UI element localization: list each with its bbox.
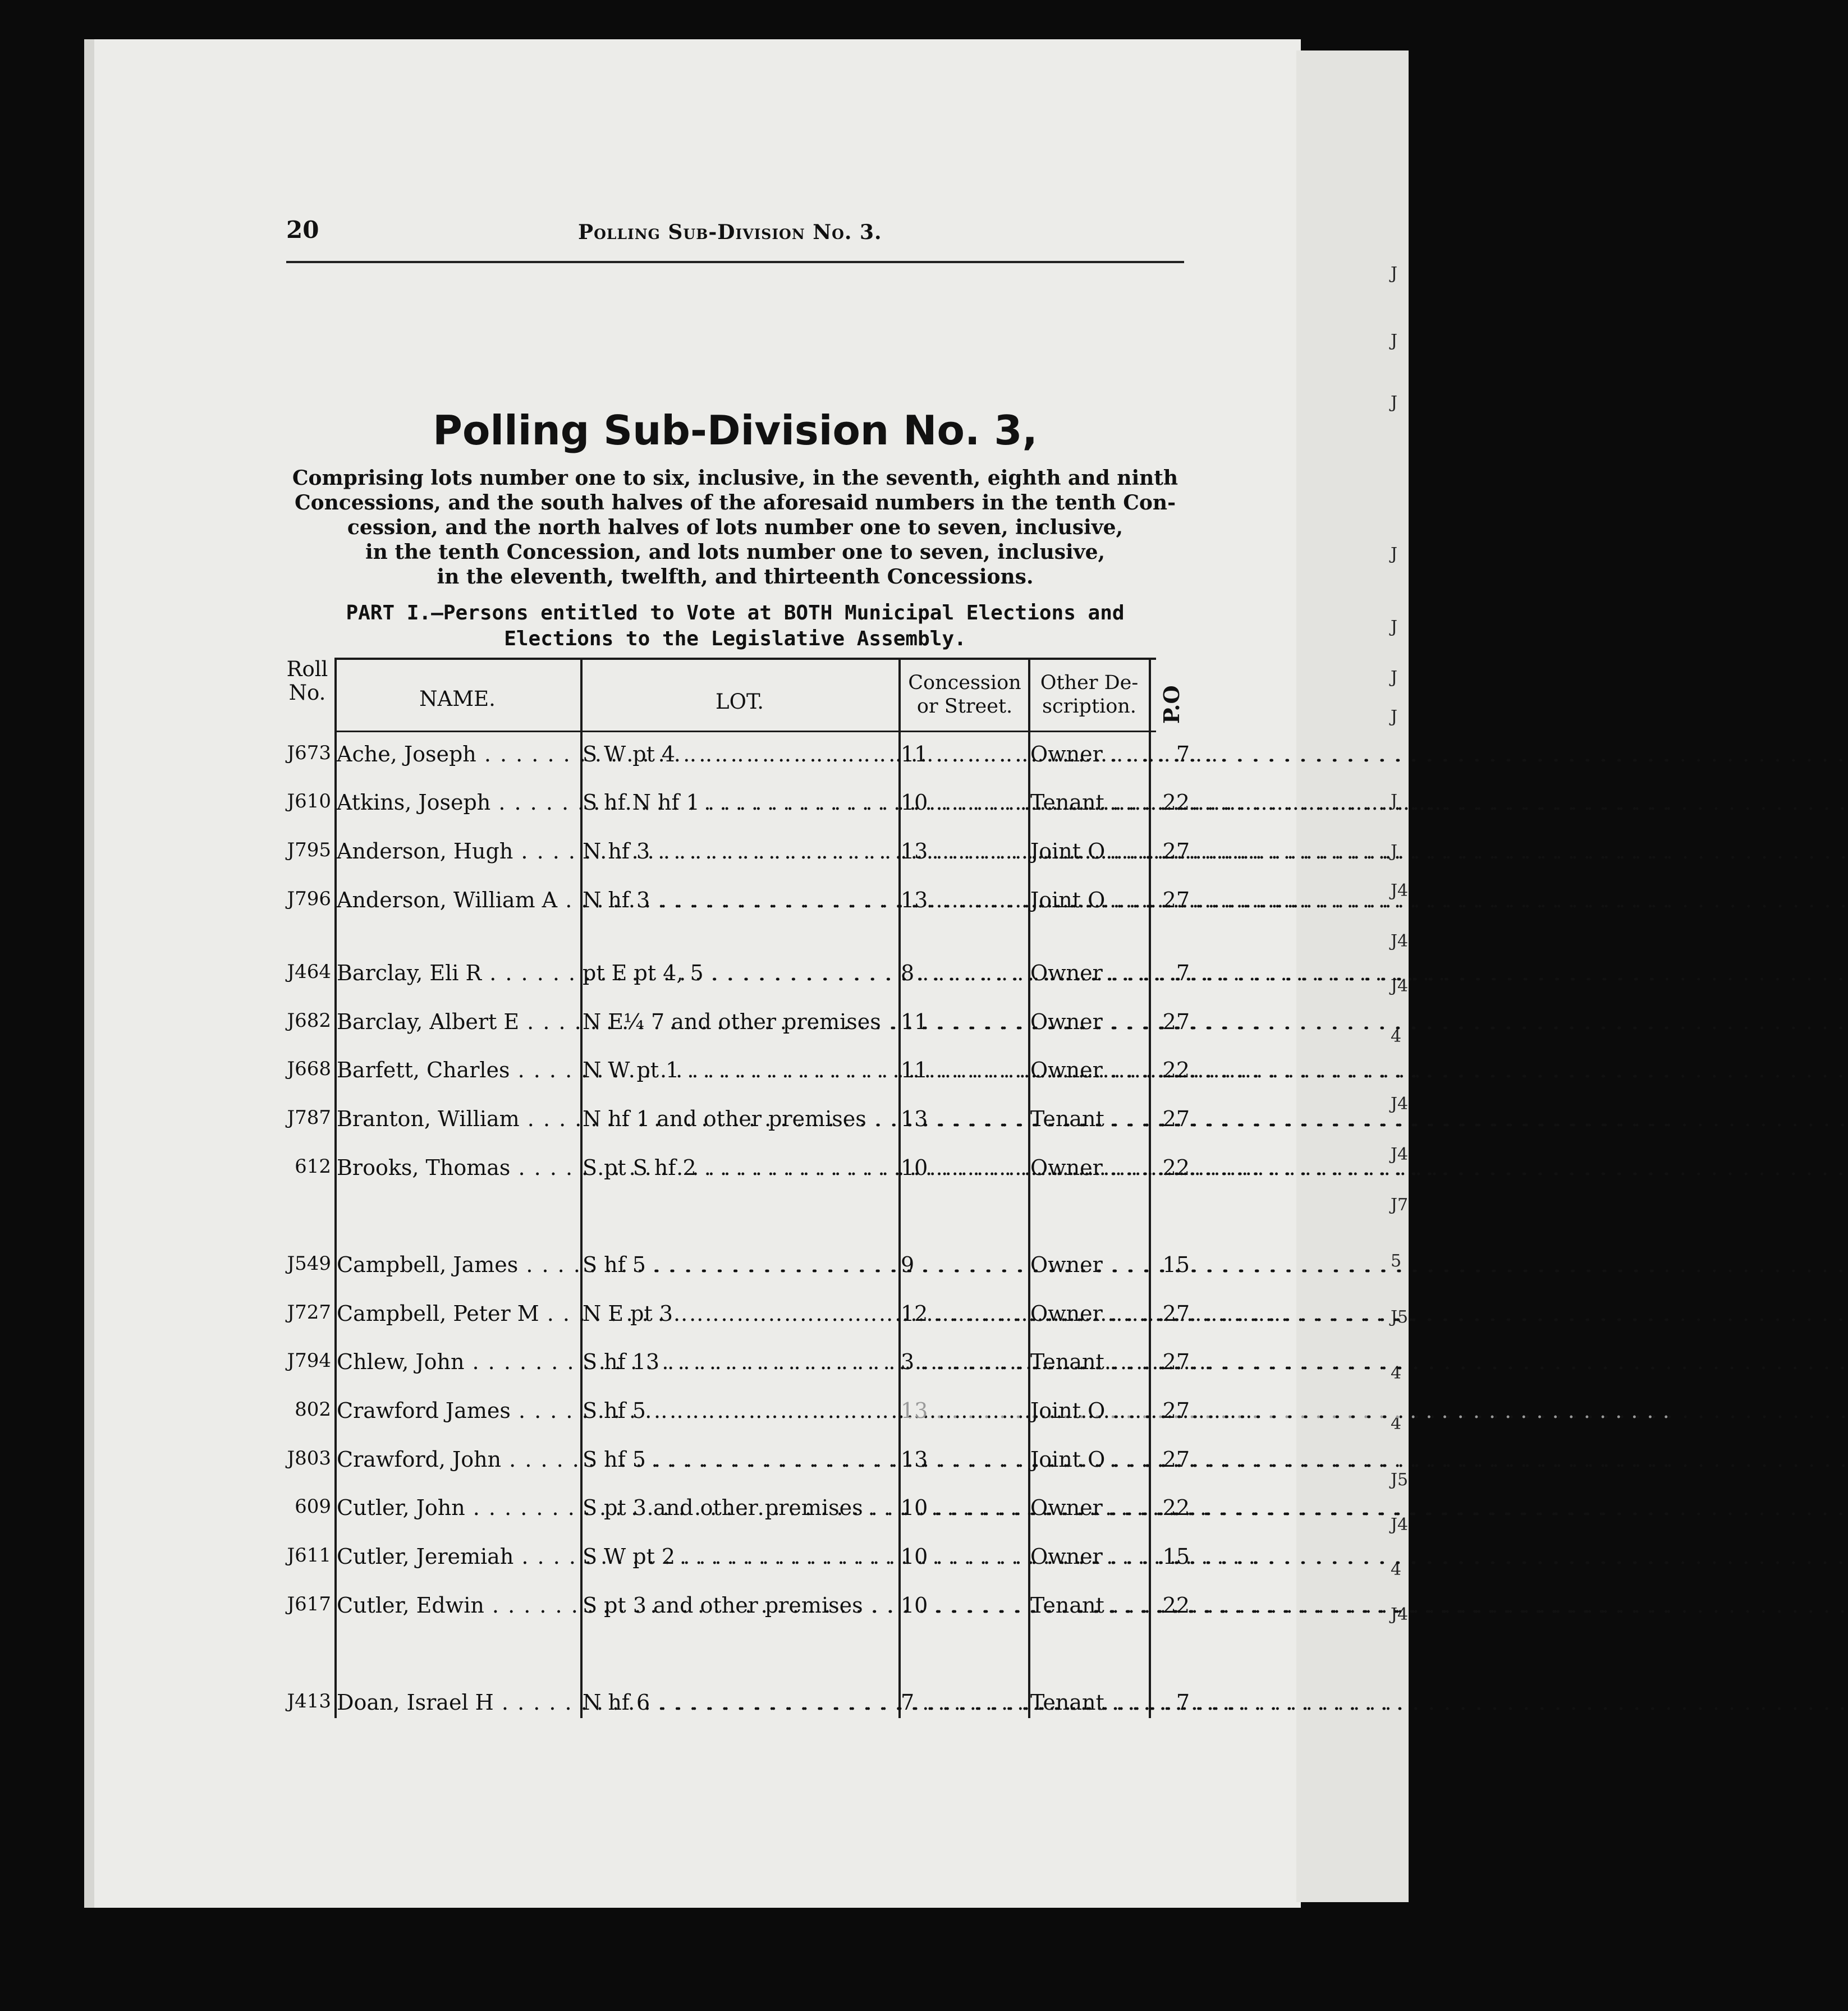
- voter-name: Barclay, Eli R . . .: [337, 961, 578, 985]
- other-description: Owner . . .: [1030, 1252, 1154, 1277]
- roll-number: J787: [287, 1106, 331, 1129]
- voter-name: Atkins, Joseph . . .: [337, 790, 578, 815]
- concession: 9 . . .: [901, 1252, 1030, 1277]
- other-description: Joint O . . .: [1030, 1398, 1154, 1423]
- po-number: 27: [1162, 1301, 1190, 1326]
- lot-description: N W pt 1 . . .: [583, 1058, 897, 1082]
- header-name: NAME.: [419, 687, 496, 711]
- header-concession: Concession or Street.: [908, 672, 1021, 718]
- concession: 10 . . .: [901, 1593, 1030, 1618]
- voter-name: Barfett, Charles . . .: [337, 1058, 578, 1082]
- roll-number: J668: [287, 1058, 331, 1080]
- other-description: Owner . . .: [1030, 1058, 1154, 1082]
- lot-description: N hf 3 . . .: [583, 888, 897, 912]
- other-description: Tenant . . .: [1030, 1690, 1154, 1715]
- header-roll: Roll No.: [286, 657, 328, 705]
- concession: 11 . . .: [901, 1058, 1030, 1082]
- other-description: Owner . . .: [1030, 1544, 1154, 1569]
- other-description: Owner . . .: [1030, 742, 1154, 766]
- part-heading: [286, 600, 1184, 652]
- description-line: in the tenth Concession, and lots number one to seven, inclusive,: [365, 540, 1106, 564]
- concession: 7 . . .: [901, 1690, 1030, 1715]
- voter-name: Ache, Joseph . . .: [337, 742, 578, 766]
- other-description: Tenant . . .: [1030, 1593, 1154, 1618]
- other-description: Tenant . . .: [1030, 790, 1154, 815]
- running-head-title: Polling Sub-Division No. 3.: [578, 221, 882, 244]
- voter-name: Cutler, Edwin . . .: [337, 1593, 578, 1618]
- running-head: [286, 216, 1184, 263]
- voter-name: Brooks, Thomas . . .: [337, 1155, 578, 1180]
- concession: 10 . . .: [901, 1155, 1030, 1180]
- edge-mark: J: [1391, 617, 1398, 637]
- po-number: 27: [1162, 1398, 1190, 1423]
- lot-description: S hf 13 . . .: [583, 1349, 897, 1374]
- edge-mark: J4: [1391, 881, 1409, 901]
- po-number: 27: [1162, 888, 1190, 912]
- concession: 13 . . .: [901, 1398, 1030, 1423]
- edge-mark: J: [1391, 544, 1398, 564]
- edge-mark: J: [1391, 842, 1398, 861]
- voter-name: Branton, William . . .: [337, 1106, 578, 1131]
- voter-name: Chlew, John . . .: [337, 1349, 578, 1374]
- po-number: 22: [1162, 1495, 1190, 1520]
- description-line: cession, and the north halves of lots number one to seven, inclusive,: [347, 516, 1124, 539]
- lot-description: S hf N hf 1 . . .: [583, 790, 897, 815]
- roll-number: J803: [287, 1447, 331, 1470]
- concession: 3 . . .: [901, 1349, 1030, 1374]
- lot-description: pt E pt 4, 5 . . .: [583, 961, 897, 985]
- roll-number: J727: [287, 1301, 331, 1324]
- edge-mark: 5: [1391, 1251, 1402, 1271]
- roll-number: J611: [287, 1544, 331, 1567]
- po-number: 7: [1176, 1690, 1190, 1715]
- edge-mark: J4: [1391, 1145, 1409, 1164]
- edge-mark: J5: [1391, 1307, 1409, 1327]
- po-number: 27: [1162, 1106, 1190, 1131]
- voter-name: Crawford, John . . .: [337, 1447, 578, 1472]
- voter-name: Campbell, James . . .: [337, 1252, 578, 1277]
- edge-mark: J7: [1391, 1195, 1409, 1215]
- description: [286, 466, 1184, 589]
- concession: 10 . . .: [901, 1495, 1030, 1520]
- roll-number: J610: [287, 790, 331, 812]
- part-heading-line: Elections to the Legislative Assembly.: [504, 627, 966, 650]
- po-number: 27: [1162, 839, 1190, 864]
- concession: 13 . . .: [901, 1106, 1030, 1131]
- lot-description: S W pt 4 . . .: [583, 742, 897, 766]
- voter-name: Barclay, Albert E . . .: [337, 1009, 578, 1034]
- concession: 10 . . .: [901, 790, 1030, 815]
- roll-number: J464: [287, 961, 331, 983]
- other-description: Owner . . .: [1030, 1009, 1154, 1034]
- roll-number: J549: [287, 1252, 331, 1275]
- other-description: Joint O . . .: [1030, 839, 1154, 864]
- description-line: in the eleventh, twelfth, and thirteenth Concessions.: [437, 565, 1034, 589]
- po-number: 7: [1176, 961, 1190, 985]
- lot-description: S pt S hf 2 . . .: [583, 1155, 897, 1180]
- other-description: Owner . . .: [1030, 1301, 1154, 1326]
- page-title: Polling Sub-Division No. 3,: [433, 407, 1038, 454]
- po-number: 22: [1162, 790, 1190, 815]
- po-number: 27: [1162, 1447, 1190, 1472]
- concession: 11 . . .: [901, 742, 1030, 766]
- edge-mark: J4: [1391, 976, 1409, 996]
- po-number: 22: [1162, 1593, 1190, 1618]
- po-number: 15: [1162, 1252, 1190, 1277]
- edge-mark: J4: [1391, 931, 1409, 951]
- edge-mark: J5: [1391, 1470, 1409, 1490]
- lot-description: N hf 1 and other premises . . .: [583, 1106, 897, 1131]
- edge-mark: 4: [1391, 1027, 1402, 1046]
- po-number: 15: [1162, 1544, 1190, 1569]
- edge-mark: 4: [1391, 1363, 1402, 1383]
- edge-mark: J: [1391, 791, 1398, 811]
- concession: 13 . . .: [901, 1447, 1030, 1472]
- concession: 11 . . .: [901, 1009, 1030, 1034]
- other-description: Joint O . . .: [1030, 1447, 1154, 1472]
- edge-mark: J: [1391, 707, 1398, 727]
- other-description: Tenant . . .: [1030, 1349, 1154, 1374]
- po-number: 22: [1162, 1058, 1190, 1082]
- roll-number: J673: [287, 742, 331, 764]
- edge-mark: J: [1391, 264, 1398, 283]
- lot-description: S hf 5 . . .: [583, 1398, 897, 1423]
- other-description: Tenant . . .: [1030, 1106, 1154, 1131]
- other-description: Owner . . .: [1030, 1495, 1154, 1520]
- part-heading-line: PART I.—Persons entitled to Vote at BOTH Municipal Elections and: [346, 602, 1125, 625]
- voter-name: Anderson, William A . . .: [337, 888, 578, 912]
- lot-description: S pt 3 and other premises . . .: [583, 1495, 897, 1520]
- edge-mark: J: [1391, 331, 1398, 351]
- po-number: 27: [1162, 1009, 1190, 1034]
- lot-description: S W pt 2 . . .: [583, 1544, 897, 1569]
- edge-mark: J4: [1391, 1094, 1409, 1114]
- lot-description: N hf 3 . . .: [583, 839, 897, 864]
- other-description: Joint O . . .: [1030, 888, 1154, 912]
- roll-number: J794: [287, 1349, 331, 1372]
- roll-number: 802: [295, 1398, 331, 1421]
- concession: 12 . . .: [901, 1301, 1030, 1326]
- lot-description: S hf 5 . . .: [583, 1252, 897, 1277]
- roll-number: J413: [287, 1690, 331, 1712]
- other-description: Owner . . .: [1030, 961, 1154, 985]
- voter-name: Anderson, Hugh . . .: [337, 839, 578, 864]
- header-po: P.O: [1159, 685, 1184, 724]
- roll-number: 612: [295, 1155, 331, 1178]
- voter-name: Doan, Israel H . . .: [337, 1690, 578, 1715]
- edge-mark: J4: [1391, 1605, 1409, 1624]
- description-line: Comprising lots number one to six, inclusive, in the seventh, eighth and ninth: [292, 466, 1178, 490]
- roll-number: J796: [287, 888, 331, 910]
- edge-mark: J4: [1391, 1515, 1409, 1535]
- lot-description: S hf 5 . . .: [583, 1447, 897, 1472]
- edge-mark: J: [1391, 668, 1398, 687]
- roll-number: J682: [287, 1009, 331, 1032]
- roll-number: J617: [287, 1593, 331, 1615]
- edge-mark: J: [1391, 393, 1398, 412]
- lot-description: N hf 6 . . .: [583, 1690, 897, 1715]
- concession: 10 . . .: [901, 1544, 1030, 1569]
- concession: 13 . . .: [901, 839, 1030, 864]
- other-description: Owner . . .: [1030, 1155, 1154, 1180]
- voter-name: Campbell, Peter M . . .: [337, 1301, 578, 1326]
- edge-mark: 4: [1391, 1414, 1402, 1434]
- header-other-description: Other De- scription.: [1040, 672, 1139, 718]
- table-top-rule: [337, 658, 1156, 660]
- page-number: 20: [286, 216, 319, 244]
- roll-number: J795: [287, 839, 331, 861]
- po-number: 27: [1162, 1349, 1190, 1374]
- concession: 13 . . .: [901, 888, 1030, 912]
- description-line: Concessions, and the south halves of the aforesaid numbers in the tenth Con-: [294, 491, 1176, 515]
- po-number: 7: [1176, 742, 1190, 766]
- roll-number: 609: [295, 1495, 331, 1518]
- lot-description: N E pt 3 . . .: [583, 1301, 897, 1326]
- edge-mark: 4: [1391, 1560, 1402, 1580]
- voter-name: Cutler, John . . .: [337, 1495, 578, 1520]
- po-number: 22: [1162, 1155, 1190, 1180]
- voter-name: Crawford James . . .: [337, 1398, 578, 1423]
- header-lot: LOT.: [716, 690, 764, 714]
- lot-description: S pt 3 and other premises . . .: [583, 1593, 897, 1618]
- concession: 8 . . .: [901, 961, 1030, 985]
- table-header-rule: [337, 731, 1156, 732]
- voter-name: Cutler, Jeremiah . . .: [337, 1544, 578, 1569]
- lot-description: N E¼ 7 and other premises . . .: [583, 1009, 897, 1034]
